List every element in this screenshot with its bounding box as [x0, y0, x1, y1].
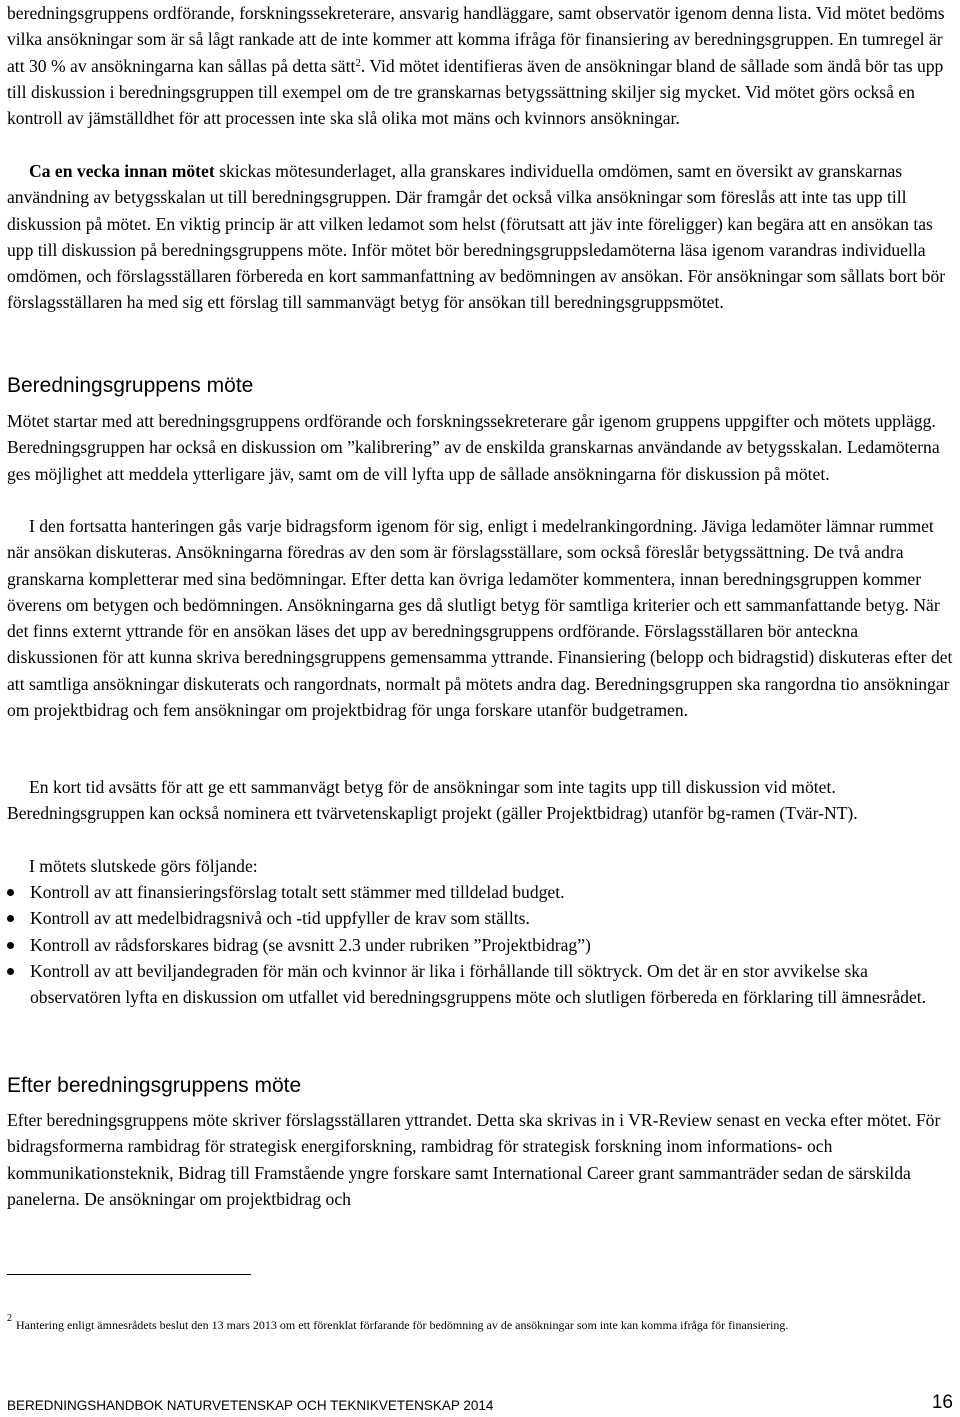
footnote-divider: [7, 1274, 251, 1275]
bullet-icon: [7, 889, 14, 896]
list-item-text: Kontroll av att finansieringsförslag totalt sett stämmer med tilldelad budget.: [30, 882, 565, 902]
intro-paragraph-1: [7, 0, 953, 131]
section-heading-after-meeting: Efter beredningsgruppens möte: [7, 1074, 302, 1097]
meeting-paragraph-2: I den fortsatta hanteringen gås varje bidragsform igenom för sig, enligt i medelrankingordning. Jäviga ledamöter lämnar rummet när ansökan diskuteras. Ansökningarna föredras av den som är förslagsställare, som också föreslår betygssättning. De två andra granskarna kompletterar med sina bedömningar. Efter detta kan övriga ledamöter kommentera, innan beredningsgruppen kommer överens om betygen och bedömningen. Ansökningarna ges då slutligt betyg för samtliga kriterier och ett sammanfattande betyg. När det finns externt yttrande för en ansökan läses det upp av beredningsgruppens ordförande. Förslagsställaren bör anteckna diskussionen för att kunna skriva beredningsgruppens gemensamma yttrande. Finansiering (belopp och bidragstid) diskuteras efter det att samtliga ansökningar diskuterats och rangordnats, normalt på mötets andra dag. Beredningsgruppen ska rangordna tio ansökningar om projektbidrag och fem ansökningar om projektbidrag för unga forskare utanför budgetramen.: [7, 516, 953, 721]
list-item: [7, 958, 953, 1011]
intro-text-a: beredningsgruppens ordförande, forskningssekreterare, ansvarig handläggare, samt observatör igenom denna lista. Vid mötet bedöms vilka ansökningar som är så lågt rankade att de inte kommer att komma ifråga för finansiering av beredningsgruppen. En tumregel är att 30 % av ansökningarna kan sållas på detta sätt: [7, 3, 945, 76]
intro-text-b: . Vid mötet identifieras även de ansökningar bland de sållade som ändå bör tas upp till diskussion i beredningsgruppen till exempel om de tre granskarnas betygssättning skiljer sig mycket. Vid mötet görs också en kontroll av jämställdhet för att processen inte ska slå olika mot mäns och kvinnors ansökningar.: [7, 55, 944, 129]
meeting-paragraph-3: En kort tid avsätts för att ge ett sammanvägt betyg för de ansökningar som inte tagits upp till diskussion vid mötet. Beredningsgruppen kan också nominera ett tvärvetenskapligt projekt (gäller Projektbidrag) utanför bg-ramen (Tvär-NT).: [7, 777, 858, 824]
list-item: [7, 932, 953, 958]
footnote: [7, 1313, 953, 1333]
bold-lead: Ca en vecka innan mötet: [29, 161, 215, 181]
intro-paragraph-2-text: skickas mötesunderlaget, alla granskares individuella omdömen, samt en översikt av granskarnas användning av betygsskalan ut till beredningsgruppen. Där framgår det också vilka ansökningar som föreslås att inte tas upp till diskussion på mötet. En viktig princip är att vilken ledamot som helst (förutsatt att jäv inte föreligger) kan begära att en ansökan tas upp till diskussion på beredningsgruppens möte. Inför mötet bör beredningsgruppsledamöterna läsa igenom varandras individuella omdömen, och förslagsställaren förbereda en kort sammanfattning av bedömningen av ansökan. För ansökningar som sållats bort bör förslagsställaren ha med sig ett förslag till sammanvägt betyg för ansökan till beredningsgruppsmötet.: [7, 161, 946, 313]
footnote-reference[interactable]: 2: [355, 56, 361, 69]
checklist: [7, 879, 953, 1010]
list-item: [7, 905, 953, 931]
page-number: 16: [931, 1392, 953, 1413]
footer-title: BEREDNINGSHANDBOK NATURVETENSKAP OCH TEKNIKVETENSKAP 2014: [7, 1398, 494, 1413]
after-meeting-paragraph-1: Efter beredningsgruppens möte skriver förslagsställaren yttrandet. Detta ska skrivas in i VR-Review senast en vecka efter mötet. För bidragsformerna rambidrag för strategisk energiforskning, rambidrag för strategisk forskning inom informations- och kommunikationsteknik, Bidrag till Framstående yngre forskare samt International Career grant sammanträder sedan de särskilda panelerna. De ansökningar om projektbidrag och: [7, 1110, 941, 1209]
intro-paragraph-2: [7, 158, 953, 316]
footnote-text: Hantering enligt ämnesrådets beslut den 13 mars 2013 om ett förenklat förfarande för bedömning av de ansökningar som inte kan komma ifråga för finansiering.: [16, 1318, 789, 1332]
bullet-icon: [7, 942, 14, 949]
list-item-text: Kontroll av att medelbidragsnivå och -tid uppfyller de krav som ställts.: [30, 908, 530, 929]
list-item-text: Kontroll av rådsforskares bidrag (se avsnitt 2.3 under rubriken ”Projektbidrag”): [30, 934, 591, 955]
bullet-icon: [7, 915, 14, 922]
footnote-number: 2: [7, 1313, 12, 1324]
bullet-icon: [7, 968, 14, 975]
list-item: [7, 879, 953, 905]
list-item-text: Kontroll av att beviljandegraden för män och kvinnor är lika i förhållande till söktryck. Om det är en stor avvikelse ska observatören lyfta en diskussion om utfallet vid beredningsgruppens möte och slutligen förbereda en förklaring till ämnesrådet.: [30, 960, 927, 1008]
section-heading-meeting: Beredningsgruppens möte: [7, 374, 254, 397]
meeting-paragraph-4: I mötets slutskede görs följande:: [29, 856, 258, 876]
meeting-paragraph-1: Mötet startar med att beredningsgruppens ordförande och forskningssekreterare går igenom gruppens uppgifter och mötets upplägg. Beredningsgruppen har också en diskussion om ”kalibrering” av de enskilda granskarnas användande av betygsskalan. Ledamöterna ges möjlighet att meddela ytterligare jäv, samt om de vill lyfta upp de sållade ansökningarna för diskussion på mötet.: [7, 411, 940, 484]
